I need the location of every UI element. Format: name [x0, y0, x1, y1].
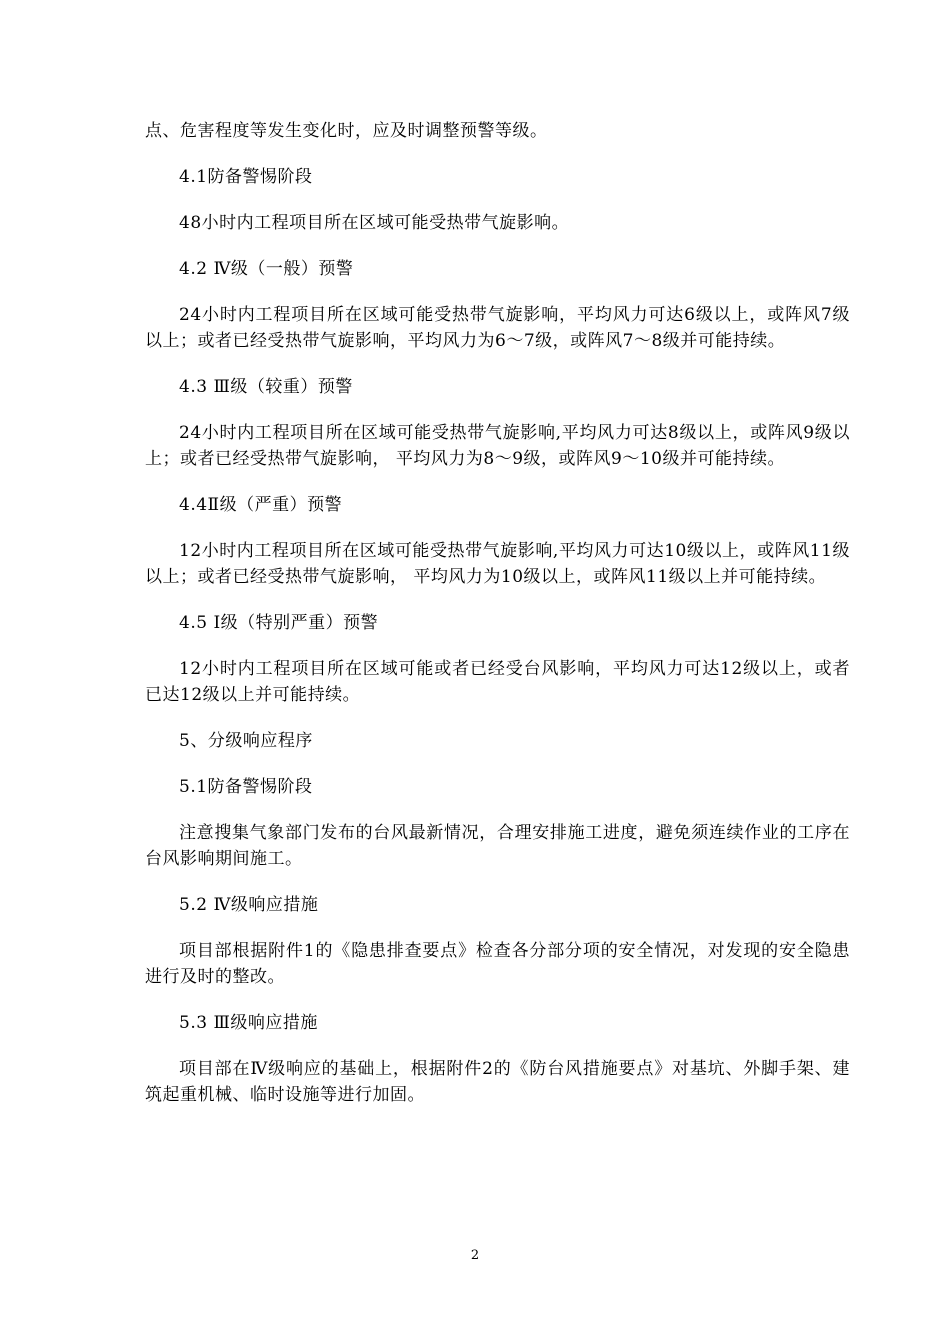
paragraph: 24小时内工程项目所在区域可能受热带气旋影响，平均风力可达6级以上，或阵风7级以上；或者已经受热带气旋影响，平均风力为6～7级，或阵风7～8级并可能持续。	[145, 305, 850, 351]
document-body	[145, 118, 850, 1108]
section-heading: 5.2 Ⅳ级响应措施	[179, 895, 319, 915]
paragraph: 项目部在Ⅳ级响应的基础上，根据附件2的《防台风措施要点》对基坑、外脚手架、建筑起重机械、临时设施等进行加固。	[145, 1059, 850, 1105]
section-heading: 4.4Ⅱ级（严重）预警	[179, 495, 343, 515]
section-heading: 4.3 Ⅲ级（较重）预警	[179, 377, 353, 397]
paragraph: 注意搜集气象部门发布的台风最新情况，合理安排施工进度，避免须连续作业的工序在台风影响期间施工。	[145, 823, 850, 869]
paragraph: 48小时内工程项目所在区域可能受热带气旋影响。	[179, 213, 570, 233]
section-heading: 4.5 Ⅰ级（特别严重）预警	[179, 613, 379, 633]
paragraph: 24小时内工程项目所在区域可能受热带气旋影响,平均风力可达8级以上，或阵风9级以上；或者已经受热带气旋影响， 平均风力为8～9级，或阵风9～10级并可能持续。	[145, 423, 850, 469]
paragraph: 12小时内工程项目所在区域可能受热带气旋影响,平均风力可达10级以上，或阵风11级以上；或者已经受热带气旋影响， 平均风力为10级以上，或阵风11级以上并可能持续。	[145, 541, 850, 587]
paragraph: 项目部根据附件1的《隐患排查要点》检查各分部分项的安全情况，对发现的安全隐患进行及时的整改。	[145, 941, 850, 987]
section-heading: 4.2 Ⅳ级（一般）预警	[179, 259, 354, 279]
section-heading: 4.1防备警惕阶段	[179, 167, 313, 187]
page-number: 2	[470, 1248, 480, 1263]
paragraph: 点、危害程度等发生变化时，应及时调整预警等级。	[145, 121, 548, 141]
section-heading: 5.3 Ⅲ级响应措施	[179, 1013, 318, 1033]
section-heading: 5、分级响应程序	[179, 731, 313, 751]
paragraph: 12小时内工程项目所在区域可能或者已经受台风影响，平均风力可达12级以上，或者已达12级以上并可能持续。	[145, 659, 850, 705]
section-heading: 5.1防备警惕阶段	[179, 777, 313, 797]
